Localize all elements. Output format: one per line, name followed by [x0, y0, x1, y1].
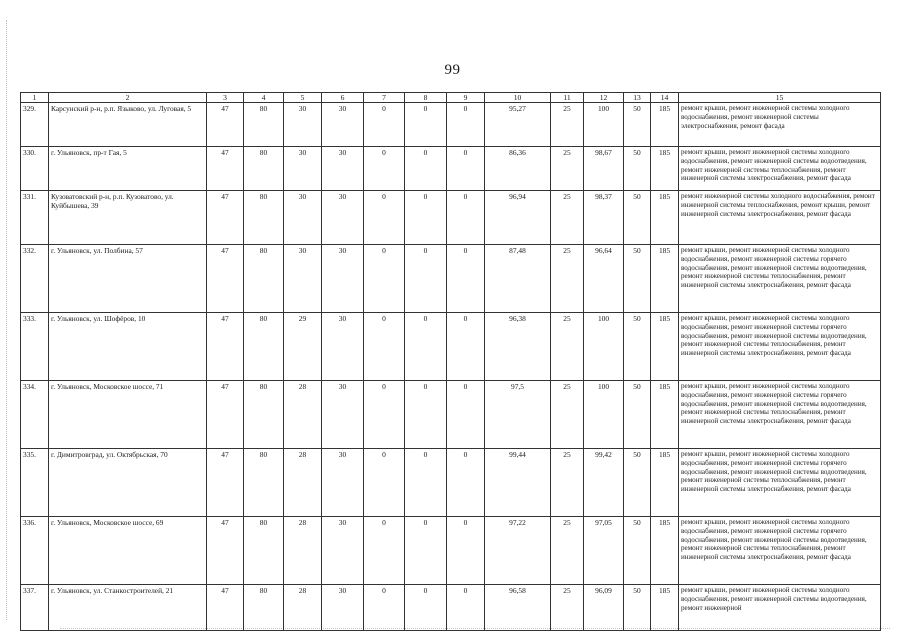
row-number: 334. [21, 381, 49, 449]
column-header-5: 5 [284, 93, 322, 103]
col-7-cell: 0 [364, 191, 405, 245]
col-13-cell: 50 [624, 381, 651, 449]
address-cell: Карсунский р-н, р.п. Языково, ул. Луговая, 5 [49, 103, 207, 147]
col-7-cell: 0 [364, 245, 405, 313]
col-4-cell: 80 [244, 585, 284, 631]
col-14-cell: 185 [651, 381, 679, 449]
row-number: 337. [21, 585, 49, 631]
col-5-cell: 28 [284, 449, 322, 517]
col-10-cell: 86,36 [485, 147, 551, 191]
works-list-cell: ремонт инженерной системы холодного водоснабжения, ремонт инженерной системы теплоснабжения, ремонт крыши, ремонт инженерной системы электроснабжения, ремонт фасада [679, 191, 881, 245]
col-3-cell: 47 [207, 191, 244, 245]
table-row [21, 245, 881, 313]
address-cell: г. Ульяновск, пр-т Гая, 5 [49, 147, 207, 191]
works-list-cell: ремонт крыши, ремонт инженерной системы холодного водоснабжения, ремонт инженерной системы водоотведения, ремонт инженерной системы теплоснабжения, ремонт инженерной системы электроснабжения, ремонт фасада [679, 147, 881, 191]
col-10-cell: 97,5 [485, 381, 551, 449]
address-cell: г. Ульяновск, ул. Полбина, 57 [49, 245, 207, 313]
col-11-cell: 25 [551, 147, 584, 191]
address-cell: Кузоватовский р-н, р.п. Кузоватово, ул. Куйбышева, 39 [49, 191, 207, 245]
table-header [21, 93, 881, 103]
col-12-cell: 97,05 [584, 517, 624, 585]
col-3-cell: 47 [207, 103, 244, 147]
col-10-cell: 96,58 [485, 585, 551, 631]
col-7-cell: 0 [364, 147, 405, 191]
col-3-cell: 47 [207, 245, 244, 313]
row-number: 336. [21, 517, 49, 585]
col-3-cell: 47 [207, 313, 244, 381]
col-4-cell: 80 [244, 191, 284, 245]
table-row [21, 147, 881, 191]
column-header-10: 10 [485, 93, 551, 103]
table-row [21, 449, 881, 517]
col-4-cell: 80 [244, 147, 284, 191]
col-5-cell: 30 [284, 245, 322, 313]
col-10-cell: 96,38 [485, 313, 551, 381]
col-13-cell: 50 [624, 313, 651, 381]
col-12-cell: 99,42 [584, 449, 624, 517]
col-10-cell: 95,27 [485, 103, 551, 147]
address-cell: г. Димитровград, ул. Октябрьская, 70 [49, 449, 207, 517]
works-list-cell: ремонт крыши, ремонт инженерной системы холодного водоснабжения, ремонт инженерной системы водоотведения, ремонт инженерной [679, 585, 881, 631]
column-header-6: 6 [322, 93, 364, 103]
column-header-2: 2 [49, 93, 207, 103]
col-14-cell: 185 [651, 449, 679, 517]
col-5-cell: 30 [284, 147, 322, 191]
column-header-13: 13 [624, 93, 651, 103]
col-10-cell: 87,48 [485, 245, 551, 313]
col-9-cell: 0 [447, 313, 485, 381]
col-6-cell: 30 [322, 103, 364, 147]
col-14-cell: 185 [651, 147, 679, 191]
col-9-cell: 0 [447, 245, 485, 313]
col-14-cell: 185 [651, 245, 679, 313]
col-4-cell: 80 [244, 517, 284, 585]
col-11-cell: 25 [551, 381, 584, 449]
works-list-cell: ремонт крыши, ремонт инженерной системы холодного водоснабжения, ремонт инженерной системы горячего водоснабжения, ремонт инженерной системы водоотведения, ремонт инженерной системы теплоснабжения, ремонт инженерной системы электроснабжения, ремонт фасада [679, 313, 881, 381]
col-9-cell: 0 [447, 381, 485, 449]
col-7-cell: 0 [364, 449, 405, 517]
col-10-cell: 97,22 [485, 517, 551, 585]
col-4-cell: 80 [244, 103, 284, 147]
col-4-cell: 80 [244, 381, 284, 449]
col-9-cell: 0 [447, 517, 485, 585]
row-number: 333. [21, 313, 49, 381]
column-header-15: 15 [679, 93, 881, 103]
col-12-cell: 100 [584, 381, 624, 449]
col-8-cell: 0 [405, 449, 447, 517]
col-7-cell: 0 [364, 585, 405, 631]
col-6-cell: 30 [322, 147, 364, 191]
col-11-cell: 25 [551, 191, 584, 245]
column-header-3: 3 [207, 93, 244, 103]
table-row [21, 585, 881, 631]
col-11-cell: 25 [551, 245, 584, 313]
col-9-cell: 0 [447, 103, 485, 147]
address-cell: г. Ульяновск, Московское шоссе, 69 [49, 517, 207, 585]
col-9-cell: 0 [447, 449, 485, 517]
col-9-cell: 0 [447, 191, 485, 245]
col-7-cell: 0 [364, 381, 405, 449]
col-14-cell: 185 [651, 517, 679, 585]
col-5-cell: 28 [284, 381, 322, 449]
column-header-4: 4 [244, 93, 284, 103]
col-13-cell: 50 [624, 103, 651, 147]
col-13-cell: 50 [624, 245, 651, 313]
col-6-cell: 30 [322, 585, 364, 631]
col-11-cell: 25 [551, 449, 584, 517]
col-12-cell: 96,64 [584, 245, 624, 313]
column-header-8: 8 [405, 93, 447, 103]
col-6-cell: 30 [322, 517, 364, 585]
col-13-cell: 50 [624, 191, 651, 245]
col-8-cell: 0 [405, 517, 447, 585]
col-12-cell: 98,67 [584, 147, 624, 191]
column-header-9: 9 [447, 93, 485, 103]
col-5-cell: 28 [284, 585, 322, 631]
table-row [21, 517, 881, 585]
col-3-cell: 47 [207, 449, 244, 517]
address-cell: г. Ульяновск, ул. Шофёров, 10 [49, 313, 207, 381]
col-12-cell: 98,37 [584, 191, 624, 245]
col-9-cell: 0 [447, 147, 485, 191]
col-6-cell: 30 [322, 449, 364, 517]
col-9-cell: 0 [447, 585, 485, 631]
row-number: 329. [21, 103, 49, 147]
col-8-cell: 0 [405, 381, 447, 449]
col-3-cell: 47 [207, 517, 244, 585]
col-4-cell: 80 [244, 245, 284, 313]
row-number: 335. [21, 449, 49, 517]
address-cell: г. Ульяновск, ул. Станкостроителей, 21 [49, 585, 207, 631]
column-header-12: 12 [584, 93, 624, 103]
col-13-cell: 50 [624, 449, 651, 517]
works-list-cell: ремонт крыши, ремонт инженерной системы холодного водоснабжения, ремонт инженерной системы горячего водоснабжения, ремонт инженерной системы водоотведения, ремонт инженерной системы теплоснабжения, ремонт инженерной системы электроснабжения, ремонт фасада [679, 381, 881, 449]
col-14-cell: 185 [651, 103, 679, 147]
header-row [21, 93, 881, 103]
column-header-11: 11 [551, 93, 584, 103]
col-5-cell: 30 [284, 103, 322, 147]
row-number: 331. [21, 191, 49, 245]
col-5-cell: 29 [284, 313, 322, 381]
col-14-cell: 185 [651, 191, 679, 245]
table-body [21, 103, 881, 631]
col-8-cell: 0 [405, 245, 447, 313]
col-7-cell: 0 [364, 313, 405, 381]
col-14-cell: 185 [651, 585, 679, 631]
col-11-cell: 25 [551, 585, 584, 631]
column-header-7: 7 [364, 93, 405, 103]
page-number: 99 [444, 62, 461, 78]
col-12-cell: 96,09 [584, 585, 624, 631]
scan-edge-marks [6, 20, 8, 620]
col-3-cell: 47 [207, 585, 244, 631]
column-header-1: 1 [21, 93, 49, 103]
works-list-cell: ремонт крыши, ремонт инженерной системы холодного водоснабжения, ремонт инженерной системы горячего водоснабжения, ремонт инженерной системы водоотведения, ремонт инженерной системы теплоснабжения, ремонт инженерной системы электроснабжения, ремонт фасада [679, 517, 881, 585]
col-11-cell: 25 [551, 313, 584, 381]
col-3-cell: 47 [207, 381, 244, 449]
column-header-14: 14 [651, 93, 679, 103]
col-3-cell: 47 [207, 147, 244, 191]
col-5-cell: 30 [284, 191, 322, 245]
col-8-cell: 0 [405, 147, 447, 191]
row-number: 332. [21, 245, 49, 313]
col-11-cell: 25 [551, 103, 584, 147]
col-11-cell: 25 [551, 517, 584, 585]
works-list-cell: ремонт крыши, ремонт инженерной системы холодного водоснабжения, ремонт инженерной системы горячего водоснабжения, ремонт инженерной системы водоотведения, ремонт инженерной системы теплоснабжения, ремонт инженерной системы электроснабжения, ремонт фасада [679, 449, 881, 517]
table-row [21, 381, 881, 449]
col-7-cell: 0 [364, 517, 405, 585]
works-list-cell: ремонт крыши, ремонт инженерной системы холодного водоснабжения, ремонт инженерной системы электроснабжения, ремонт фасада [679, 103, 881, 147]
col-5-cell: 28 [284, 517, 322, 585]
col-14-cell: 185 [651, 313, 679, 381]
col-6-cell: 30 [322, 313, 364, 381]
col-6-cell: 30 [322, 381, 364, 449]
row-number: 330. [21, 147, 49, 191]
col-13-cell: 50 [624, 147, 651, 191]
col-6-cell: 30 [322, 245, 364, 313]
col-4-cell: 80 [244, 449, 284, 517]
table-row [21, 191, 881, 245]
col-7-cell: 0 [364, 103, 405, 147]
col-12-cell: 100 [584, 103, 624, 147]
col-4-cell: 80 [244, 313, 284, 381]
col-13-cell: 50 [624, 585, 651, 631]
col-8-cell: 0 [405, 191, 447, 245]
col-10-cell: 96,94 [485, 191, 551, 245]
col-13-cell: 50 [624, 517, 651, 585]
col-8-cell: 0 [405, 585, 447, 631]
col-10-cell: 99,44 [485, 449, 551, 517]
table-row [21, 103, 881, 147]
col-8-cell: 0 [405, 103, 447, 147]
address-cell: г. Ульяновск, Московское шоссе, 71 [49, 381, 207, 449]
col-8-cell: 0 [405, 313, 447, 381]
col-12-cell: 100 [584, 313, 624, 381]
works-list-cell: ремонт крыши, ремонт инженерной системы холодного водоснабжения, ремонт инженерной системы горячего водоснабжения, ремонт инженерной системы водоотведения, ремонт инженерной системы теплоснабжения, ремонт инженерной системы электроснабжения, ремонт фасада [679, 245, 881, 313]
table-row [21, 313, 881, 381]
register-table [20, 92, 881, 631]
col-6-cell: 30 [322, 191, 364, 245]
